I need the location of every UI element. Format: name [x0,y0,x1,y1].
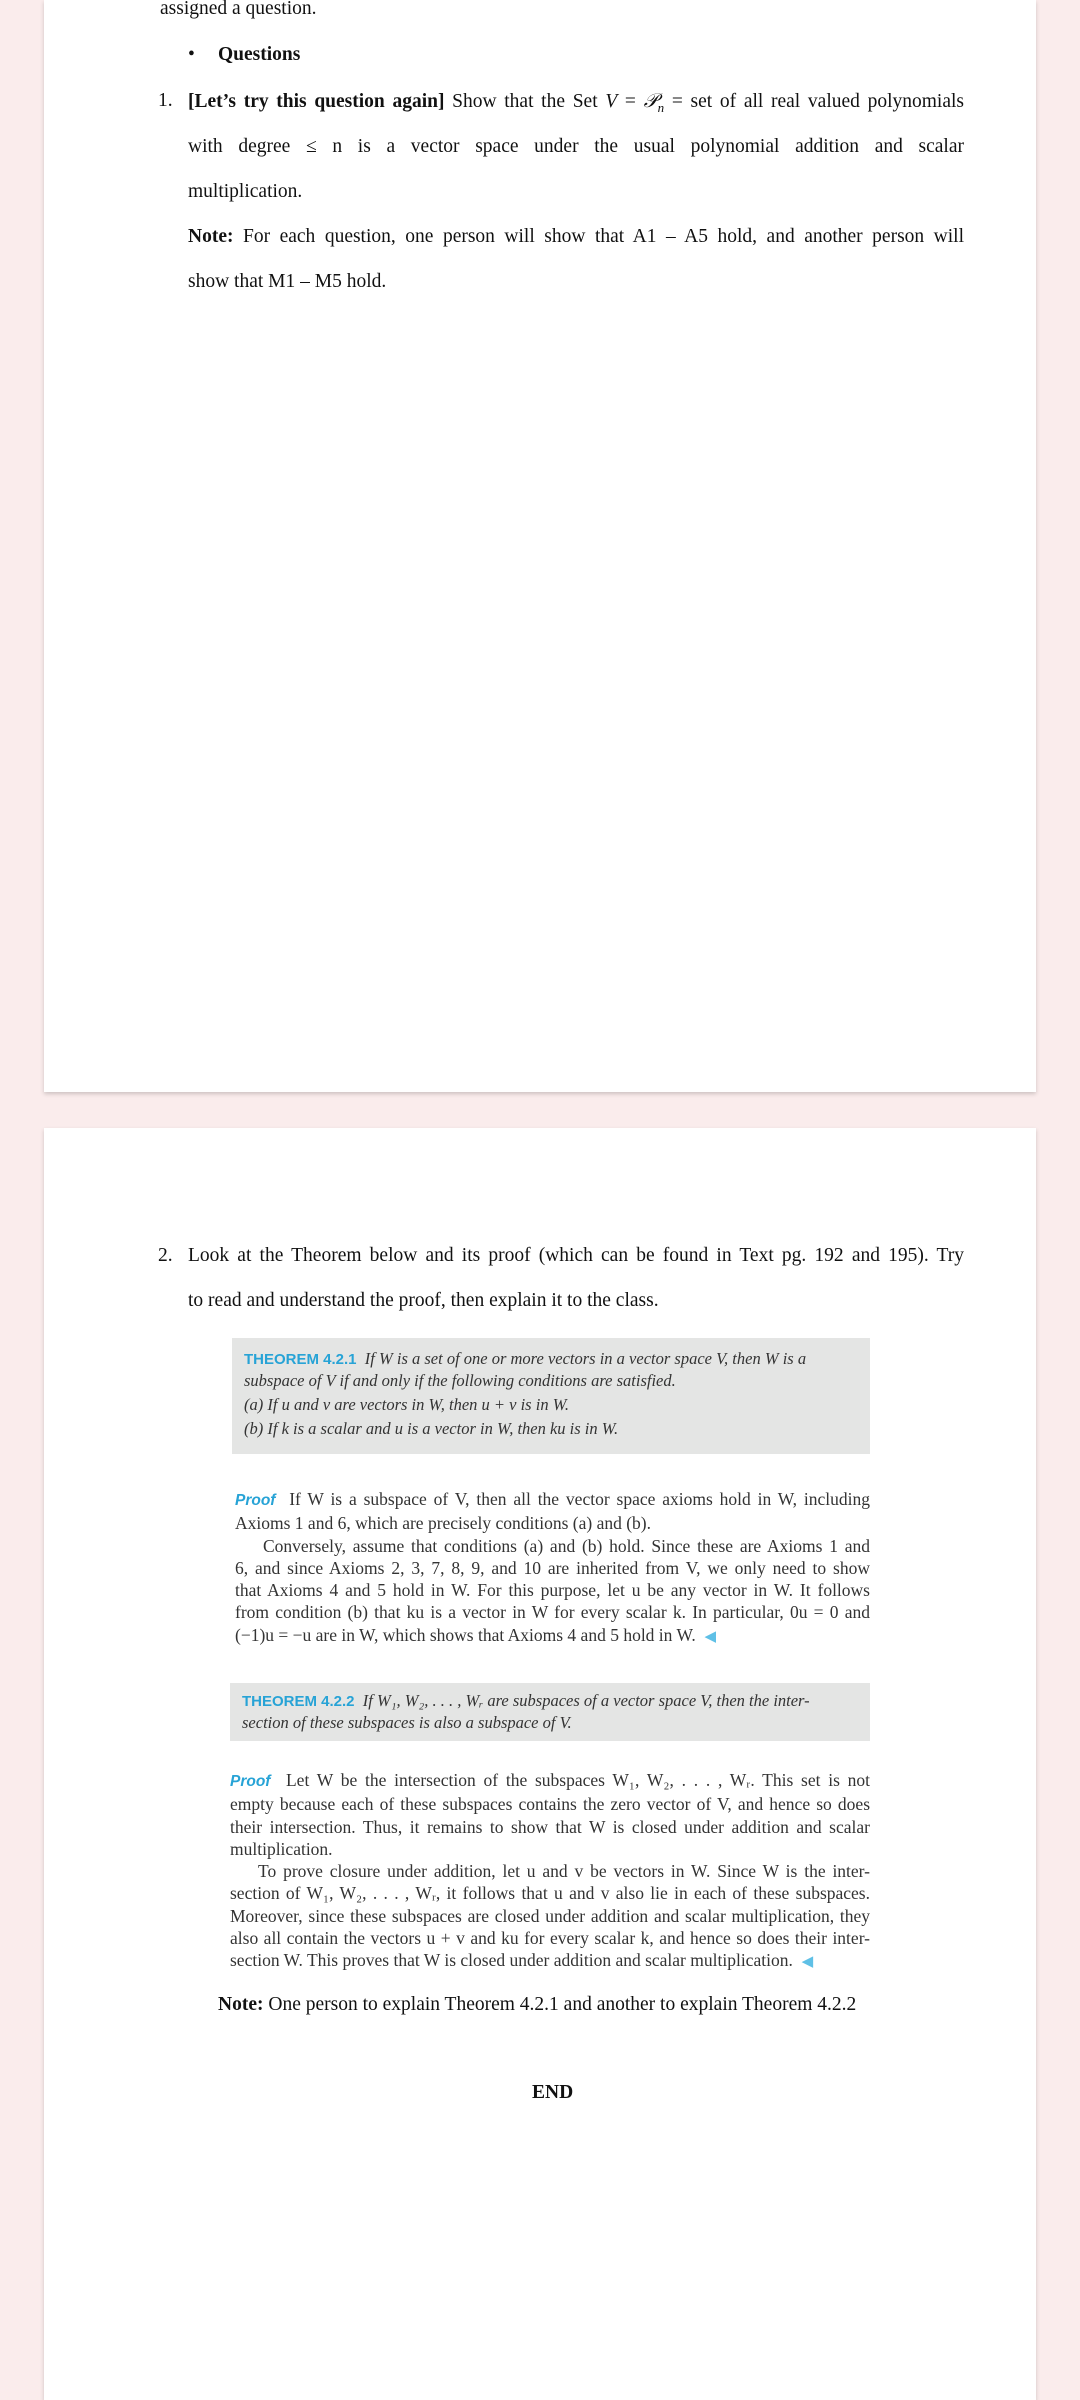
proof2-line-4: multiplication. [230,1838,333,1859]
end-of-proof-icon: ◀ [704,1628,717,1645]
q1-line-1: [Let’s try this question again] Show that the Set V = 𝒫$_n$ = set of all real valued polynomials [188,89,964,115]
theorem-4-2-2-line-2: section of these subspaces is also a subspace of V. [242,1713,572,1732]
proof2-line-8: also all contain the vectors u + v and ku for every scalar k, and hence so does their inter- [230,1928,870,1949]
q2-number: 2. [158,1245,173,1266]
theorem-4-2-2-line-1: THEOREM 4.2.2 If W₁, W₂, . . . , Wᵣ are subspaces of a vector space V, then the inter- [242,1691,810,1710]
proof-theorem-4-2-1 [235,1488,870,1648]
q1-line-3: multiplication. [188,181,303,202]
bullet-dot-icon: • [188,44,195,65]
proof2-line-5: To prove closure under addition, let u and v be vectors in W. Since W is the inter- [258,1861,870,1882]
q1-number: 1. [158,90,173,111]
top-fragment-text: assigned a question. [160,0,317,19]
theorem-4-2-1-line-2: subspace of V if and only if the following conditions are satisfied. [244,1371,676,1390]
proof2-line-6: section of W₁, W₂, . . . , Wᵣ, it follows that u and v also lie in each of these subspaces. [230,1883,870,1904]
proof1-line-2: Axioms 1 and 6, which are precisely conditions (a) and (b). [235,1513,651,1534]
proof1-line-6: from condition (b) that ku is a vector in W for every scalar k. In particular, 0u = 0 and [235,1602,870,1623]
note-line: Note: One person to explain Theorem 4.2.1 and another to explain Theorem 4.2.2 [218,1994,857,2015]
proof1-line-3: Conversely, assume that conditions (a) and (b) hold. Since these are Axioms 1 and [263,1535,870,1556]
q2-line-1: Look at the Theorem below and its proof (which can be found in Text pg. 192 and 195). Try [188,1245,964,1266]
proof2-line-1: Proof Let W be the intersection of the subspaces W₁, W₂, . . . , Wᵣ. This set is not [230,1770,870,1790]
document-page-2 [44,1128,1036,2400]
proof-theorem-4-2-2 [230,1769,870,1974]
q2-line-2: to read and understand the proof, then explain it to the class. [188,1290,659,1311]
bullet-heading: Questions [218,44,301,65]
proof1-line-1: Proof If W is a subspace of V, then all the vector space axioms hold in W, including [235,1489,871,1509]
theorem-4-2-1-condition-a: (a) If u and v are vectors in W, then u + v is in W. [244,1395,570,1414]
q1-note-line-2: show that M1 – M5 hold. [188,271,387,292]
q1-line-2: with degree ≤ n is a vector space under the usual polynomial addition and scalar [188,136,964,157]
proof2-line-2: empty because each of these subspaces contains the zero vector of V, and hence so does [230,1794,870,1815]
end-of-proof-icon: ◀ [801,1954,814,1971]
theorem-4-2-1-box [232,1338,870,1454]
end-marker: END [532,2082,574,2103]
proof1-line-4: 6, and since Axioms 2, 3, 7, 8, 9, and 10 are inherited from V, we only need to show [235,1557,870,1578]
proof1-line-5: that Axioms 4 and 5 hold in W. For this purpose, let u be any vector in W. It follows [235,1580,870,1601]
document-page-1 [44,0,1036,1092]
theorem-4-2-2-box [230,1683,870,1741]
proof2-line-3: their intersection. Thus, it remains to show that W is closed under addition and scalar [230,1816,870,1837]
q1-note-line-1: Note: For each question, one person will show that A1 – A5 hold, and another person will [188,226,965,247]
theorem-4-2-1-condition-b: (b) If k is a scalar and u is a vector in W, then ku is in W. [244,1419,619,1438]
proof2-line-7: Moreover, since these subspaces are closed under addition and scalar multiplication, they [230,1905,870,1926]
theorem-4-2-1-line-1: THEOREM 4.2.1 If W is a set of one or more vectors in a vector space V, then W is a [244,1349,807,1368]
proof1-line-7: (−1)u = −u are in W, which shows that Axioms 4 and 5 hold in W. ◀ [235,1624,717,1645]
proof2-line-9: section W. This proves that W is closed under addition and scalar multiplication. ◀ [230,1950,814,1971]
